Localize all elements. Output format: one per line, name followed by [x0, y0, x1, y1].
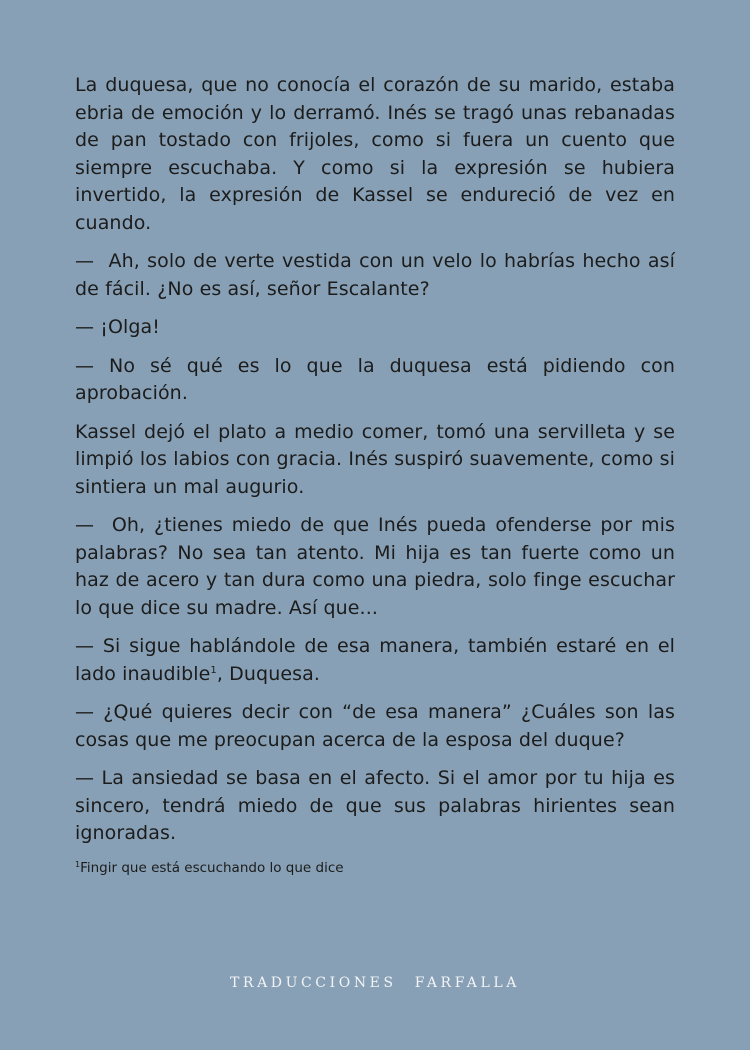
dialogue-paragraph: — ¿Qué quieres decir con “de esa manera” ¿Cuáles son las cosas que me preocupan acerca de la esposa del duque? — [75, 701, 675, 751]
body-text — [75, 72, 675, 877]
dialogue-text-continued: , Duquesa. — [216, 662, 321, 685]
dialogue-paragraph: — Ah, solo de verte vestida con un velo lo habrías hecho así de fácil. ¿No es así, señor Escalante? — [75, 250, 675, 300]
footnote — [75, 859, 675, 877]
paragraph: Kassel dejó el plato a medio comer, tomó una servilleta y se limpió los labios con gracia. Inés suspiró suavemente, como si sintiera un mal augurio. — [75, 420, 675, 498]
footnote-reference[interactable]: 1 — [210, 664, 217, 676]
dialogue-paragraph: — Oh, ¿tienes miedo de que Inés pueda ofenderse por mis palabras? No sea tan atento. Mi hija es tan fuerte como un haz de acero y tan dura como una piedra, solo finge escuchar lo que dice su madre. Así que... — [75, 514, 675, 619]
dialogue-paragraph-with-footnote — [75, 633, 675, 688]
dialogue-paragraph: — ¡Olga! — [75, 316, 161, 338]
paragraph: La duquesa, que no conocía el corazón de su marido, estaba ebria de emoción y lo derramó. Inés se tragó unas rebanadas de pan tostado con frijoles, como si fuera un cuento que siempre escuchaba. Y como si la expresión se hubiera invertido, la expresión de Kassel se endureció de vez en cuando. — [75, 74, 675, 234]
footnote-number: 1 — [75, 859, 81, 869]
dialogue-text: — Si sigue hablándole de esa manera, también estaré en el lado inaudible — [75, 635, 675, 685]
dialogue-paragraph: — La ansiedad se basa en el afecto. Si el amor por tu hija es sincero, tendrá miedo de que sus palabras hirientes sean ignoradas. — [75, 767, 675, 844]
footnote-text: Fingir que está escuchando lo que dice — [80, 859, 344, 876]
publisher-footer: TRADUCCIONES FARFALLA — [229, 975, 520, 991]
dialogue-paragraph: — No sé qué es lo que la duquesa está pidiendo con aprobación. — [75, 354, 675, 404]
